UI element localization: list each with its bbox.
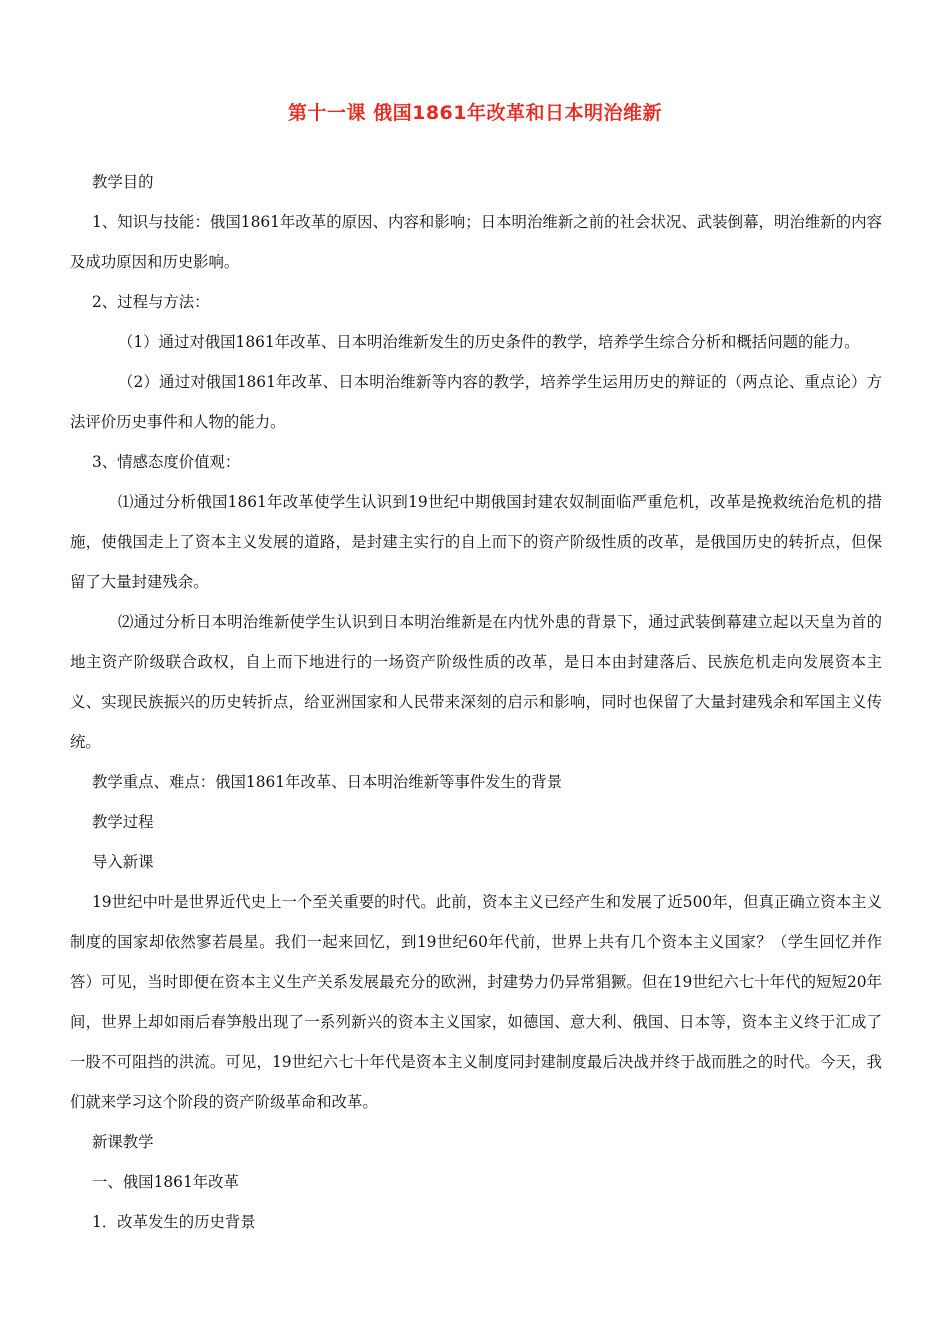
section-heading: 导入新课 xyxy=(92,853,154,871)
section-heading: 1．改革发生的历史背景 xyxy=(92,1213,256,1231)
document-body xyxy=(70,162,882,1242)
paragraph: ⑵通过分析日本明治维新使学生认识到日本明治维新是在内忧外患的背景下，通过武装倒幕建立起以天皇为首的地主资产阶级联合政权，自上而下地进行的一场资产阶级性质的改革，是日本由封建落后、民族危机走向发展资本主义、实现民族振兴的历史转折点，给亚洲国家和人民带来深刻的启示和影响，同时也保留了大量封建残余和军国主义传统。 xyxy=(70,613,882,751)
paragraph: （2）通过对俄国1861年改革、日本明治维新等内容的教学，培养学生运用历史的辩证的（两点论、重点论）方法评价历史事件和人物的能力。 xyxy=(70,373,882,431)
section-heading: 2、过程与方法： xyxy=(92,293,210,311)
section-heading: 教学过程 xyxy=(92,813,154,831)
lesson-title: 第十一课 俄国1861年改革和日本明治维新 xyxy=(288,102,662,124)
paragraph: ⑴通过分析俄国1861年改革使学生认识到19世纪中期俄国封建农奴制面临严重危机，改革是挽救统治危机的措施，使俄国走上了资本主义发展的道路，是封建主实行的自上而下的资产阶级性质的改革，是俄国历史的转折点，但保留了大量封建残余。 xyxy=(70,493,882,591)
paragraph: 1、知识与技能：俄国1861年改革的原因、内容和影响；日本明治维新之前的社会状况、武装倒幕，明治维新的内容及成功原因和历史影响。 xyxy=(70,213,882,271)
section-heading: 教学目的 xyxy=(92,173,154,191)
section-heading: 教学重点、难点：俄国1861年改革、日本明治维新等事件发生的背景 xyxy=(92,773,563,791)
section-heading: 新课教学 xyxy=(92,1133,154,1151)
section-heading: 一、俄国1861年改革 xyxy=(92,1173,239,1191)
section-heading: 3、情感态度价值观： xyxy=(92,453,241,471)
paragraph: （1）通过对俄国1861年改革、日本明治维新发生的历史条件的教学，培养学生综合分析和概括问题的能力。 xyxy=(118,333,860,351)
paragraph: 19世纪中叶是世界近代史上一个至关重要的时代。此前，资本主义已经产生和发展了近500年，但真正确立资本主义制度的国家却依然寥若晨星。我们一起来回忆，到19世纪60年代前，世界上共有几个资本主义国家？（学生回忆并作答）可见，当时即便在资本主义生产关系发展最充分的欧洲，封建势力仍异常猖獗。但在19世纪六七十年代的短短20年间，世界上却如雨后春笋般出现了一系列新兴的资本主义国家，如德国、意大利、俄国、日本等，资本主义终于汇成了一股不可阻挡的洪流。可见，19世纪六七十年代是资本主义制度同封建制度最后决战并终于战而胜之的时代。今天，我们就来学习这个阶段的资产阶级革命和改革。 xyxy=(70,893,882,1111)
